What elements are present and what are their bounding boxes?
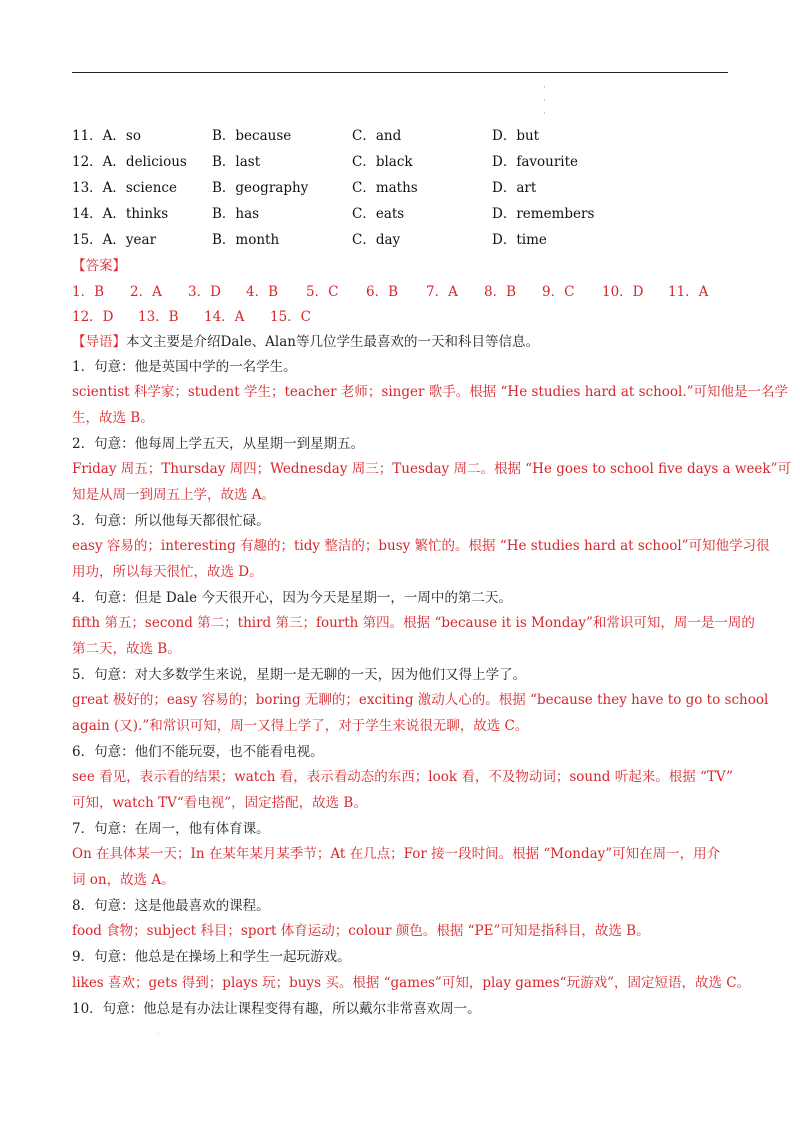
answer-item: 13．B [138,309,179,325]
sentence-meaning-line: 2．句意：他每周上学五天，从星期一到星期五。 [72,436,365,452]
answer-item: 10．D [602,284,644,300]
answer-item: 4．B [246,284,279,300]
explanation-line: Friday 周五；Thursday 周四；Wednesday 周三；Tuesday 周二。根据 “He goes to school five days a week”可 [72,461,791,477]
sentence-meaning-line: 4．句意：但是 Dale 今天很开心，因为今天是星期一，一周中的第二天。 [72,590,512,606]
intro-label: 【导语】 [72,334,126,350]
sentence-meaning-line: 7．句意：在周一，他有体育课。 [72,821,270,837]
answer-header: 【答案】 [72,258,126,274]
explanation-line: great 极好的；easy 容易的；boring 无聊的；exciting 激动人心的。根据 “because they have to go to school [72,692,769,708]
sentence-meaning-line: 6．句意：他们不能玩耍，也不能看电视。 [72,744,324,760]
intro-paragraph [72,332,728,352]
option-cell: 15．A．year [72,232,157,248]
sentence-meaning-line: 10．句意：他总是有办法让课程变得有趣，所以戴尔非常喜欢周一。 [72,1001,481,1017]
answer-item: 1．B [72,284,105,300]
explanation-line: scientist 科学家；student 学生；teacher 老师；singer 歌手。根据 “He studies hard at school.”可知他是一名学 [72,384,789,400]
explanation-line: 生，故选 B。 [72,410,154,426]
answer-item: 5．C [306,284,339,300]
option-cell: C．maths [352,180,418,196]
answer-item: 14．A [204,309,245,325]
option-cell: B．because [212,128,292,144]
sentence-meaning-line: 3．句意：所以他每天都很忙碌。 [72,513,270,529]
explanation-line: 第二天，故选 B。 [72,641,181,657]
option-cell: 12．A．delicious [72,154,187,170]
option-cell: B．has [212,206,260,222]
answer-item: 2．A [130,284,162,300]
explanation-line: 用功，所以每天很忙，故选 D。 [72,564,263,580]
page-mark: · [157,1030,160,1039]
option-cell: B．month [212,232,280,248]
intro-text: 本文主要是介绍Dale、Alan等几位学生最喜欢的一天和科目等信息。 [126,334,539,350]
option-cell: D．favourite [492,154,579,170]
sentence-meaning-line: 5．句意：对大多数学生来说，星期一是无聊的一天，因为他们又得上学了。 [72,667,527,683]
option-cell: B．last [212,154,261,170]
option-cell: 13．A．science [72,180,177,196]
option-cell: C．day [352,232,401,248]
explanation-line: see 看见，表示看的结果；watch 看，表示看动态的东西；look 看，不及物动词；sound 听起来。根据 “TV” [72,769,734,785]
option-cell: B．geography [212,180,309,196]
answer-item: 8．B [484,284,517,300]
answer-item: 11．A [668,284,709,300]
explanation-line: On 在具体某一天；In 在某年某月某季节；At 在几点；For 接一段时间。根据 “Monday”可知在周一，用介 [72,846,721,862]
sentence-meaning-line: 1．句意：他是英国中学的一名学生。 [72,359,297,375]
sentence-meaning-line: 9．句意：他总是在操场上和学生一起玩游戏。 [72,949,351,965]
answer-item: 12．D [72,309,114,325]
decorative-dots: · · · [543,83,546,119]
option-cell: D．remembers [492,206,595,222]
answer-item: 9．C [542,284,575,300]
explanation-line: 词 on，故选 A。 [72,872,175,888]
option-cell: D．art [492,180,537,196]
option-cell: C．black [352,154,413,170]
explanation-line: food 食物；subject 科目；sport 体育运动；colour 颜色。根据 “PE”可知是指科目，故选 B。 [72,923,650,939]
option-cell: 11．A．so [72,128,141,144]
explanation-line: fifth 第五；second 第二；third 第三；fourth 第四。根据 “because it is Monday”和常识可知，周一是一周的 [72,615,755,631]
option-cell: D．but [492,128,540,144]
explanation-line: 知是从周一到周五上学，故选 A。 [72,487,276,503]
option-cell: C．and [352,128,402,144]
explanation-line: likes 喜欢；gets 得到；plays 玩；buys 买。根据 “games”可知，play games“玩游戏”，固定短语，故选 C。 [72,975,751,991]
explanation-line: 可知，watch TV“看电视”，固定搭配，故选 B。 [72,795,367,811]
answer-item: 6．B [366,284,399,300]
option-cell: 14．A．thinks [72,206,169,222]
explanation-line: easy 容易的；interesting 有趣的；tidy 整洁的；busy 繁忙的。根据 “He studies hard at school”可知他学习很 [72,538,770,554]
answer-item: 3．D [188,284,221,300]
option-cell: D．time [492,232,547,248]
answer-item: 15．C [270,309,312,325]
option-cell: C．eats [352,206,405,222]
answer-item: 7．A [426,284,458,300]
explanation-line: again (又).”和常识可知，周一又得上学了，对于学生来说很无聊，故选 C。 [72,718,529,734]
sentence-meaning-line: 8．句意：这是他最喜欢的课程。 [72,898,270,914]
header-rule [72,72,728,73]
